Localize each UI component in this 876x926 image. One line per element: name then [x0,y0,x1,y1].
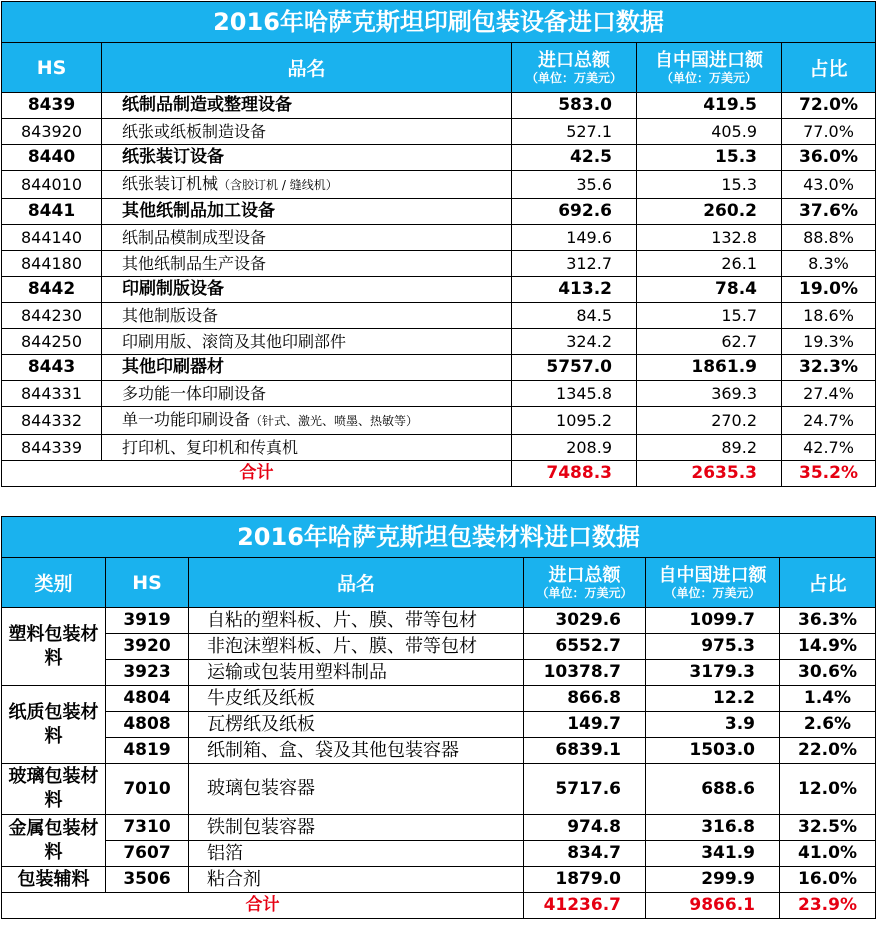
hs-code: 4804 [106,686,189,712]
item-note: （含胶订机 / 缝线机） [218,178,338,192]
share: 42.7% [782,435,876,461]
import-total: 149.7 [524,712,646,738]
from-china: 62.7 [637,329,782,355]
item-name-cell [102,199,512,225]
header-from-china-label: 自中国进口额 [658,564,767,586]
from-china: 1099.7 [646,608,780,634]
share: 36.3% [780,608,876,634]
item-name: 纸制箱、盒、袋及其他包装容器 [189,738,524,764]
import-total: 834.7 [524,841,646,867]
import-total: 5757.0 [512,355,637,381]
header-share: 占比 [782,43,876,93]
hs-code: 4808 [106,712,189,738]
from-china: 419.5 [637,93,782,119]
share: 77.0% [782,119,876,145]
from-china: 1503.0 [646,738,780,764]
item-name: 其他印刷器材 [122,357,224,377]
share: 27.4% [782,381,876,407]
share: 37.6% [782,199,876,225]
header-import-total [524,558,646,608]
item-name: 瓦楞纸及纸板 [189,712,524,738]
from-china: 316.8 [646,815,780,841]
item-name: 玻璃包装容器 [189,764,524,815]
table-row [2,145,876,171]
import-total: 692.6 [512,199,637,225]
total-row [2,893,876,919]
item-name-cell [102,303,512,329]
share: 18.6% [782,303,876,329]
category: 纸质包装材料 [2,686,106,764]
table-row [2,225,876,251]
hs-code: 8442 [2,277,102,303]
category: 金属包装材料 [2,815,106,867]
import-total: 413.2 [512,277,637,303]
from-china: 15.7 [637,303,782,329]
item-name: 其他纸制品加工设备 [122,201,275,221]
table-row [2,355,876,381]
item-name: 纸张装订设备 [122,147,224,167]
table-row [2,407,876,435]
category: 玻璃包装材料 [2,764,106,815]
import-total: 3029.6 [524,608,646,634]
table-row [2,435,876,461]
item-name-cell [102,381,512,407]
header-import-total-unit: （单位：万美元） [536,585,633,600]
share: 32.5% [780,815,876,841]
share: 24.7% [782,407,876,435]
hs-code: 8443 [2,355,102,381]
from-china: 15.3 [637,171,782,199]
item-name-cell [102,145,512,171]
item-name: 非泡沫塑料板、片、膜、带等包材 [189,634,524,660]
import-total: 5717.6 [524,764,646,815]
hs-code: 8441 [2,199,102,225]
from-china: 299.9 [646,867,780,893]
table-body [2,93,876,461]
hs-code: 843920 [2,119,102,145]
from-china: 78.4 [637,277,782,303]
hs-code: 3506 [106,867,189,893]
category: 塑料包装材料 [2,608,106,686]
from-china: 341.9 [646,841,780,867]
import-total: 1095.2 [512,407,637,435]
table-row [2,686,876,712]
hs-code: 844250 [2,329,102,355]
import-total: 35.6 [512,171,637,199]
item-name: 打印机、复印机和传真机 [122,438,299,457]
printing-equipment-table [1,1,876,487]
hs-code: 844010 [2,171,102,199]
share: 43.0% [782,171,876,199]
share: 14.9% [780,634,876,660]
table-row [2,277,876,303]
from-china: 1861.9 [637,355,782,381]
share: 2.6% [780,712,876,738]
hs-code: 3923 [106,660,189,686]
item-name: 其他制版设备 [122,306,219,325]
from-china: 3179.3 [646,660,780,686]
hs-code: 7310 [106,815,189,841]
hs-code: 844230 [2,303,102,329]
header-hs: HS [2,43,102,93]
import-total: 149.6 [512,225,637,251]
from-china: 369.3 [637,381,782,407]
total-import: 7488.3 [512,461,637,487]
hs-code: 844331 [2,381,102,407]
hs-code: 3919 [106,608,189,634]
table-row [2,608,876,634]
table-title: 2016年哈萨克斯坦包装材料进口数据 [2,517,876,558]
item-name: 纸张或纸板制造设备 [122,122,267,141]
header-import-total-label: 进口总额 [538,49,610,71]
item-name-cell [102,225,512,251]
packaging-materials-table [1,516,876,919]
hs-code: 4819 [106,738,189,764]
from-china: 89.2 [637,435,782,461]
total-share: 35.2% [782,461,876,487]
from-china: 15.3 [637,145,782,171]
from-china: 975.3 [646,634,780,660]
item-name-cell [102,119,512,145]
table-row [2,815,876,841]
header-name: 品名 [102,43,512,93]
total-china: 2635.3 [637,461,782,487]
from-china: 405.9 [637,119,782,145]
header-import-total [512,43,637,93]
table-row [2,329,876,355]
header-from-china-unit: （单位：万美元） [660,70,757,85]
header-name: 品名 [189,558,524,608]
item-name-cell [102,329,512,355]
header-hs: HS [106,558,189,608]
share: 16.0% [780,867,876,893]
share: 19.0% [782,277,876,303]
item-name: 运输或包装用塑料制品 [189,660,524,686]
from-china: 132.8 [637,225,782,251]
item-note: （针式、激光、喷墨、热敏等） [250,414,419,428]
item-name: 粘合剂 [189,867,524,893]
item-name: 铁制包装容器 [189,815,524,841]
table-row [2,738,876,764]
item-name-cell [102,407,512,435]
import-total: 527.1 [512,119,637,145]
share: 30.6% [780,660,876,686]
header-from-china-label: 自中国进口额 [655,49,763,71]
item-name: 多功能一体印刷设备 [122,384,267,403]
share: 22.0% [780,738,876,764]
header-from-china [637,43,782,93]
table-row [2,764,876,815]
header-from-china [646,558,780,608]
item-name: 自粘的塑料板、片、膜、带等包材 [189,608,524,634]
table-row [2,199,876,225]
total-share: 23.9% [780,893,876,919]
import-total: 866.8 [524,686,646,712]
import-total: 974.8 [524,815,646,841]
table-row [2,381,876,407]
import-total: 6552.7 [524,634,646,660]
share: 41.0% [780,841,876,867]
from-china: 270.2 [637,407,782,435]
header-from-china-unit: （单位：万美元） [664,585,761,600]
header-import-total-label: 进口总额 [548,564,621,586]
item-name: 印刷用版、滚筒及其他印刷部件 [122,332,347,351]
table-row [2,660,876,686]
share: 32.3% [782,355,876,381]
table-title: 2016年哈萨克斯坦印刷包装设备进口数据 [2,2,876,43]
table-row [2,119,876,145]
total-china: 9866.1 [646,893,780,919]
header-share: 占比 [780,558,876,608]
item-name: 纸制品制造或整理设备 [122,95,292,115]
total-label: 合计 [2,461,512,487]
item-name: 单一功能印刷设备 [122,410,251,429]
share: 12.0% [780,764,876,815]
total-row [2,461,876,487]
item-name: 印刷制版设备 [122,279,224,299]
hs-code: 8440 [2,145,102,171]
header-category: 类别 [2,558,106,608]
import-total: 42.5 [512,145,637,171]
item-name-cell [102,251,512,277]
from-china: 3.9 [646,712,780,738]
hs-code: 7607 [106,841,189,867]
import-total: 312.7 [512,251,637,277]
hs-code: 844140 [2,225,102,251]
item-name-cell [102,171,512,199]
hs-code: 844339 [2,435,102,461]
from-china: 12.2 [646,686,780,712]
table-row [2,251,876,277]
import-total: 84.5 [512,303,637,329]
item-name: 铝箔 [189,841,524,867]
table-row [2,93,876,119]
share: 88.8% [782,225,876,251]
import-total: 324.2 [512,329,637,355]
item-name-cell [102,93,512,119]
import-total: 583.0 [512,93,637,119]
table-row [2,171,876,199]
table-row [2,303,876,329]
item-name: 纸制品模制成型设备 [122,228,267,247]
item-name: 牛皮纸及纸板 [189,686,524,712]
import-total: 1345.8 [512,381,637,407]
table-row [2,841,876,867]
share: 72.0% [782,93,876,119]
from-china: 26.1 [637,251,782,277]
import-total: 6839.1 [524,738,646,764]
header-import-total-unit: （单位：万美元） [525,70,622,85]
table-body [2,608,876,893]
share: 36.0% [782,145,876,171]
hs-code: 7010 [106,764,189,815]
table-row [2,712,876,738]
item-name: 其他纸制品生产设备 [122,254,267,273]
item-name: 纸张装订机械 [122,174,219,193]
share: 19.3% [782,329,876,355]
from-china: 260.2 [637,199,782,225]
import-total: 10378.7 [524,660,646,686]
share: 8.3% [782,251,876,277]
import-total: 208.9 [512,435,637,461]
share: 1.4% [780,686,876,712]
item-name-cell [102,277,512,303]
hs-code: 844332 [2,407,102,435]
import-total: 1879.0 [524,867,646,893]
hs-code: 3920 [106,634,189,660]
from-china: 688.6 [646,764,780,815]
total-label: 合计 [2,893,524,919]
category: 包装辅料 [2,867,106,893]
table-row [2,867,876,893]
hs-code: 844180 [2,251,102,277]
table-row [2,634,876,660]
item-name-cell [102,435,512,461]
item-name-cell [102,355,512,381]
total-import: 41236.7 [524,893,646,919]
hs-code: 8439 [2,93,102,119]
